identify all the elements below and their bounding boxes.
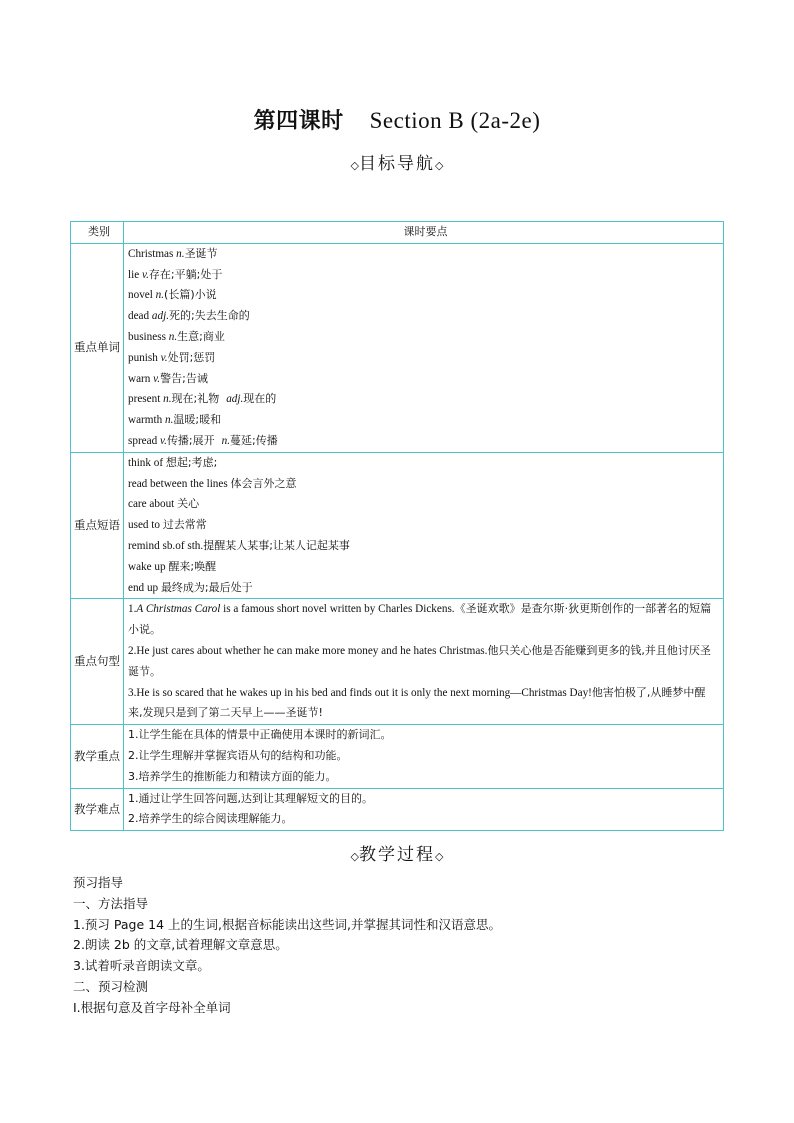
section-heading-process — [0, 840, 794, 865]
table-row-phrases — [71, 452, 724, 599]
sentence-item: 2.He just cares about whether he can make more money and he hates Christmas.他只关心他是否能赚到更多的钱,并且他讨厌圣诞节。 — [128, 643, 711, 678]
header-category: 类别 — [71, 222, 124, 244]
lesson-title-cn: 第四课时 — [253, 109, 344, 134]
vocab-item: warn v.警告;告诫 — [128, 371, 208, 385]
list-item: 1.通过让学生回答问题,达到让其理解短文的目的。 — [128, 791, 373, 805]
vocab-item: lie v.存在;平躺;处于 — [128, 267, 223, 281]
phrase-item: end up 最终成为;最后处于 — [128, 580, 253, 594]
phrase-item: used to 过去常常 — [128, 518, 207, 532]
vocab-item: punish v.处罚;惩罚 — [128, 350, 216, 364]
check-heading: 二、预习检测 — [73, 978, 149, 994]
sentence-item: 3.He is so scared that he wakes up in his bed and finds out it is only the next morning—Christmas Day!他害怕极了,从睡梦中醒来,发现只是到了第二天早上——圣诞节! — [128, 685, 706, 720]
phrase-item: care about 关心 — [128, 497, 200, 511]
diamond-icon: ◇ — [350, 850, 359, 863]
preview-guide — [73, 873, 723, 1019]
list-item: 1.让学生能在具体的情景中正确使用本课时的新词汇。 — [128, 728, 392, 742]
section-heading-label: 目标导航 — [359, 154, 435, 174]
header-points: 课时要点 — [124, 222, 724, 244]
method-item: 1.预习 Page 14 上的生词,根据音标能读出这些词,并掌握其词性和汉语意思。 — [73, 916, 501, 932]
table-row-vocab — [71, 243, 724, 452]
category-cell: 重点句型 — [71, 599, 124, 725]
category-cell: 重点短语 — [71, 452, 124, 599]
vocab-item: spread v.传播;展开 n.蔓延;传播 — [128, 433, 278, 447]
check-item: Ⅰ.根据句意及首字母补全单词 — [73, 999, 231, 1015]
category-cell: 教学难点 — [71, 788, 124, 831]
table-row-sentences — [71, 599, 724, 725]
vocab-item: dead adj.死的;失去生命的 — [128, 309, 250, 323]
diamond-icon: ◇ — [350, 159, 359, 172]
lesson-title — [0, 104, 794, 135]
phrase-item: think of 想起;考虑; — [128, 455, 218, 469]
method-heading: 一、方法指导 — [73, 895, 149, 911]
category-cell: 重点单词 — [71, 243, 124, 452]
sentence-item: 1.A Christmas Carol is a famous short novel written by Charles Dickens.《圣诞欢歌》是查尔斯·狄更斯创作的一部著名的短篇小说。 — [128, 602, 712, 637]
vocab-item: present n.现在;礼物 adj.现在的 — [128, 392, 277, 406]
diamond-icon: ◇ — [435, 850, 444, 863]
difficulty-list — [124, 788, 724, 831]
vocab-item: Christmas n.圣诞节 — [128, 246, 218, 260]
category-cell: 教学重点 — [71, 725, 124, 788]
preview-heading: 预习指导 — [73, 875, 124, 890]
lesson-plan-table — [70, 221, 724, 831]
diamond-icon: ◇ — [435, 159, 444, 172]
focus-list — [124, 725, 724, 788]
phrase-item: wake up 醒来;唤醒 — [128, 559, 217, 573]
phrase-item: read between the lines 体会言外之意 — [128, 476, 297, 490]
table-row-focus — [71, 725, 724, 788]
vocab-item: warmth n.温暖;暖和 — [128, 413, 222, 427]
vocab-list — [124, 243, 724, 452]
sentence-list — [124, 599, 724, 725]
lesson-title-en: Section B (2a-2e) — [369, 108, 541, 133]
method-item: 2.朗读 2b 的文章,试着理解文章意思。 — [73, 937, 288, 953]
table-header-row — [71, 222, 724, 244]
list-item: 3.培养学生的推断能力和精读方面的能力。 — [128, 769, 337, 783]
method-item: 3.试着听录音朗读文章。 — [73, 958, 210, 974]
section-heading-label: 教学过程 — [359, 845, 435, 865]
vocab-item: business n.生意;商业 — [128, 329, 225, 343]
phrase-list — [124, 452, 724, 599]
list-item: 2.培养学生的综合阅读理解能力。 — [128, 812, 293, 826]
section-heading-goals — [0, 149, 794, 174]
list-item: 2.让学生理解并掌握宾语从句的结构和功能。 — [128, 748, 348, 762]
vocab-item: novel n.(长篇)小说 — [128, 288, 217, 302]
table-row-difficulty — [71, 788, 724, 831]
phrase-item: remind sb.of sth.提醒某人某事;让某人记起某事 — [128, 538, 350, 552]
